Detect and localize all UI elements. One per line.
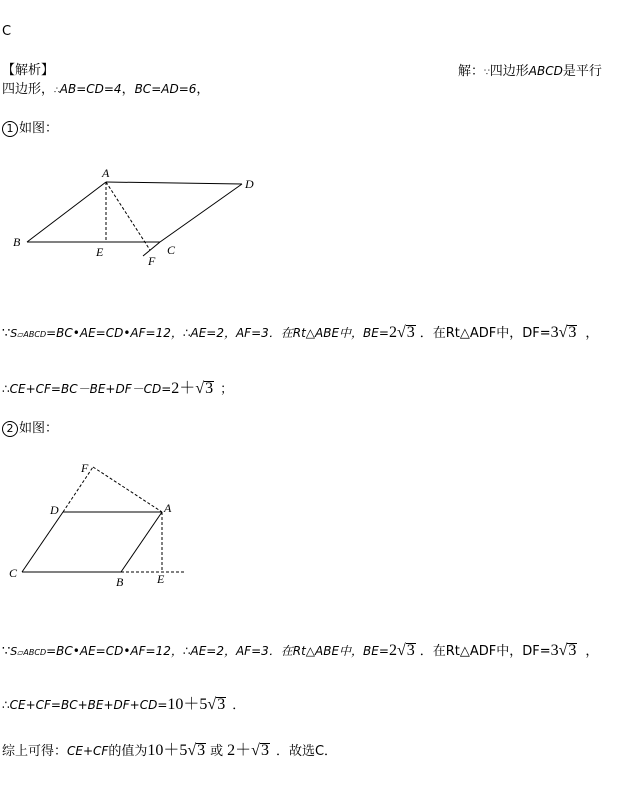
case1-label-b: B	[13, 235, 21, 249]
case2-be-radicand: 3	[406, 642, 415, 659]
case1-label-e: E	[96, 245, 104, 259]
case2-label-e: E	[157, 572, 165, 586]
intro-abcd: ABCD	[528, 64, 563, 78]
case2-heading	[2, 421, 58, 437]
case2-line2-end: ．	[232, 698, 246, 713]
case2-label-d: D	[50, 503, 59, 517]
conclusion-end: ．故选C．	[275, 744, 338, 759]
sqrt-sign: √	[251, 742, 260, 759]
case2-result-radicand: 3	[217, 696, 226, 713]
conclusion-expr: CE+CF	[67, 744, 109, 758]
conclusion-v1-op: ＋	[163, 742, 180, 759]
case1-line-2	[2, 381, 233, 398]
case1-line1-end: ，	[585, 326, 599, 341]
case1-line2-end: ；	[220, 382, 234, 397]
conclusion-or: 或	[210, 744, 224, 759]
case2-result-int: 10	[167, 696, 184, 713]
case1-label-c: C	[167, 243, 176, 257]
case2-line-1	[2, 643, 598, 661]
case1-be-coef: 2	[388, 324, 397, 341]
case2-label-f: F	[81, 461, 89, 475]
case2-side-cd	[22, 512, 63, 572]
case1-side-ad	[106, 182, 242, 184]
sqrt-sign: √	[207, 696, 217, 713]
case2-label-a: A	[164, 501, 172, 515]
sqrt-sign: √	[396, 642, 406, 659]
case1-equation-mid: ．在Rt△ADF中，DF=	[419, 326, 551, 341]
sqrt-sign: √	[396, 324, 406, 341]
conclusion-v1-int: 10	[147, 742, 164, 759]
intro-end: ，	[196, 82, 210, 97]
case2-equation-1: =BC•AE=CD•AF=12，∴AE=2，AF=3．在Rt△ABE中，BE=	[46, 644, 389, 658]
case1-equation-2: ∴CE+CF=BC－BE+DF－CD=	[2, 382, 172, 396]
case2-result-coef: 5	[199, 696, 208, 713]
case2-ext-df	[63, 467, 93, 512]
intro-eq-2: BC=AD=6	[134, 82, 197, 96]
case2-label-c: C	[9, 566, 18, 580]
intro-line-1	[458, 63, 602, 81]
intro-sep: ，	[121, 82, 135, 97]
conclusion-prefix: 综上可得：	[2, 744, 68, 759]
conclusion-v2-int: 2	[227, 742, 236, 759]
because-symbol: ∵	[2, 644, 11, 659]
case1-df-radicand: 3	[568, 324, 577, 341]
intro-eq-1: AB=CD=4	[59, 82, 122, 96]
case2-be-coef: 2	[388, 642, 397, 659]
case1-label-a: A	[102, 166, 110, 180]
sqrt-sign: √	[558, 642, 568, 659]
because-symbol: ∵	[2, 326, 11, 341]
area-subscript: ▱ABCD	[17, 648, 47, 657]
intro-prefix: 解：	[458, 64, 485, 79]
area-symbol: S	[10, 645, 18, 658]
area-symbol: S	[10, 327, 18, 340]
therefore-symbol: ∴	[54, 86, 60, 96]
case1-label: 如图：	[19, 121, 59, 136]
sqrt-sign: √	[187, 742, 197, 759]
conclusion-line	[2, 743, 337, 760]
case2-result-op: ＋	[183, 696, 200, 713]
sqrt-sign: √	[195, 380, 205, 397]
intro-text-2: 是平行	[562, 64, 602, 79]
case1-df-coef: 3	[550, 324, 559, 341]
intro-text-3: 四边形，	[2, 82, 55, 97]
case1-number: 1	[2, 121, 18, 137]
case1-heading	[2, 121, 58, 137]
case2-equation-mid: ．在Rt△ADF中，DF=	[419, 644, 551, 659]
case1-be-radicand: 3	[406, 324, 415, 341]
case1-result-op: ＋	[179, 380, 196, 397]
case1-side-ab	[27, 182, 106, 242]
conclusion-v1-coef: 5	[179, 742, 188, 759]
conclusion-v1-radicand: 3	[197, 742, 206, 759]
section-label: 【解析】	[2, 63, 55, 78]
case1-result-int: 2	[171, 380, 180, 397]
sqrt-sign: √	[558, 324, 568, 341]
case1-label-f: F	[148, 254, 156, 268]
case2-df-radicand: 3	[568, 642, 577, 659]
case2-line1-end: ，	[585, 644, 599, 659]
case2-number: 2	[2, 421, 18, 437]
conclusion-mid: 的值为	[108, 744, 148, 759]
area-subscript: ▱ABCD	[17, 330, 47, 339]
case1-cf-extension	[143, 242, 160, 256]
conclusion-v2-op: ＋	[235, 742, 252, 759]
case2-label: 如图：	[19, 421, 59, 436]
case1-label-d: D	[245, 177, 254, 191]
case2-altitude-af	[93, 467, 162, 512]
intro-line-2	[2, 81, 209, 99]
case2-df-coef: 3	[550, 642, 559, 659]
case2-side-ab	[121, 512, 162, 572]
case1-side-dc	[160, 184, 242, 242]
answer-text: C	[2, 24, 12, 39]
intro-text-1: 四边形	[489, 64, 529, 79]
case1-line-1	[2, 325, 598, 343]
case2-label-b: B	[116, 575, 124, 589]
case2-equation-2: ∴CE+CF=BC+BE+DF+CD=	[2, 698, 168, 712]
conclusion-v2-radicand: 3	[260, 742, 269, 759]
case2-line-2	[2, 697, 245, 714]
case1-altitude-af	[106, 182, 150, 250]
case1-result-radicand: 3	[205, 380, 214, 397]
case1-equation-1: =BC•AE=CD•AF=12，∴AE=2，AF=3．在Rt△ABE中，BE=	[46, 326, 389, 340]
because-symbol: ∵	[484, 68, 490, 78]
